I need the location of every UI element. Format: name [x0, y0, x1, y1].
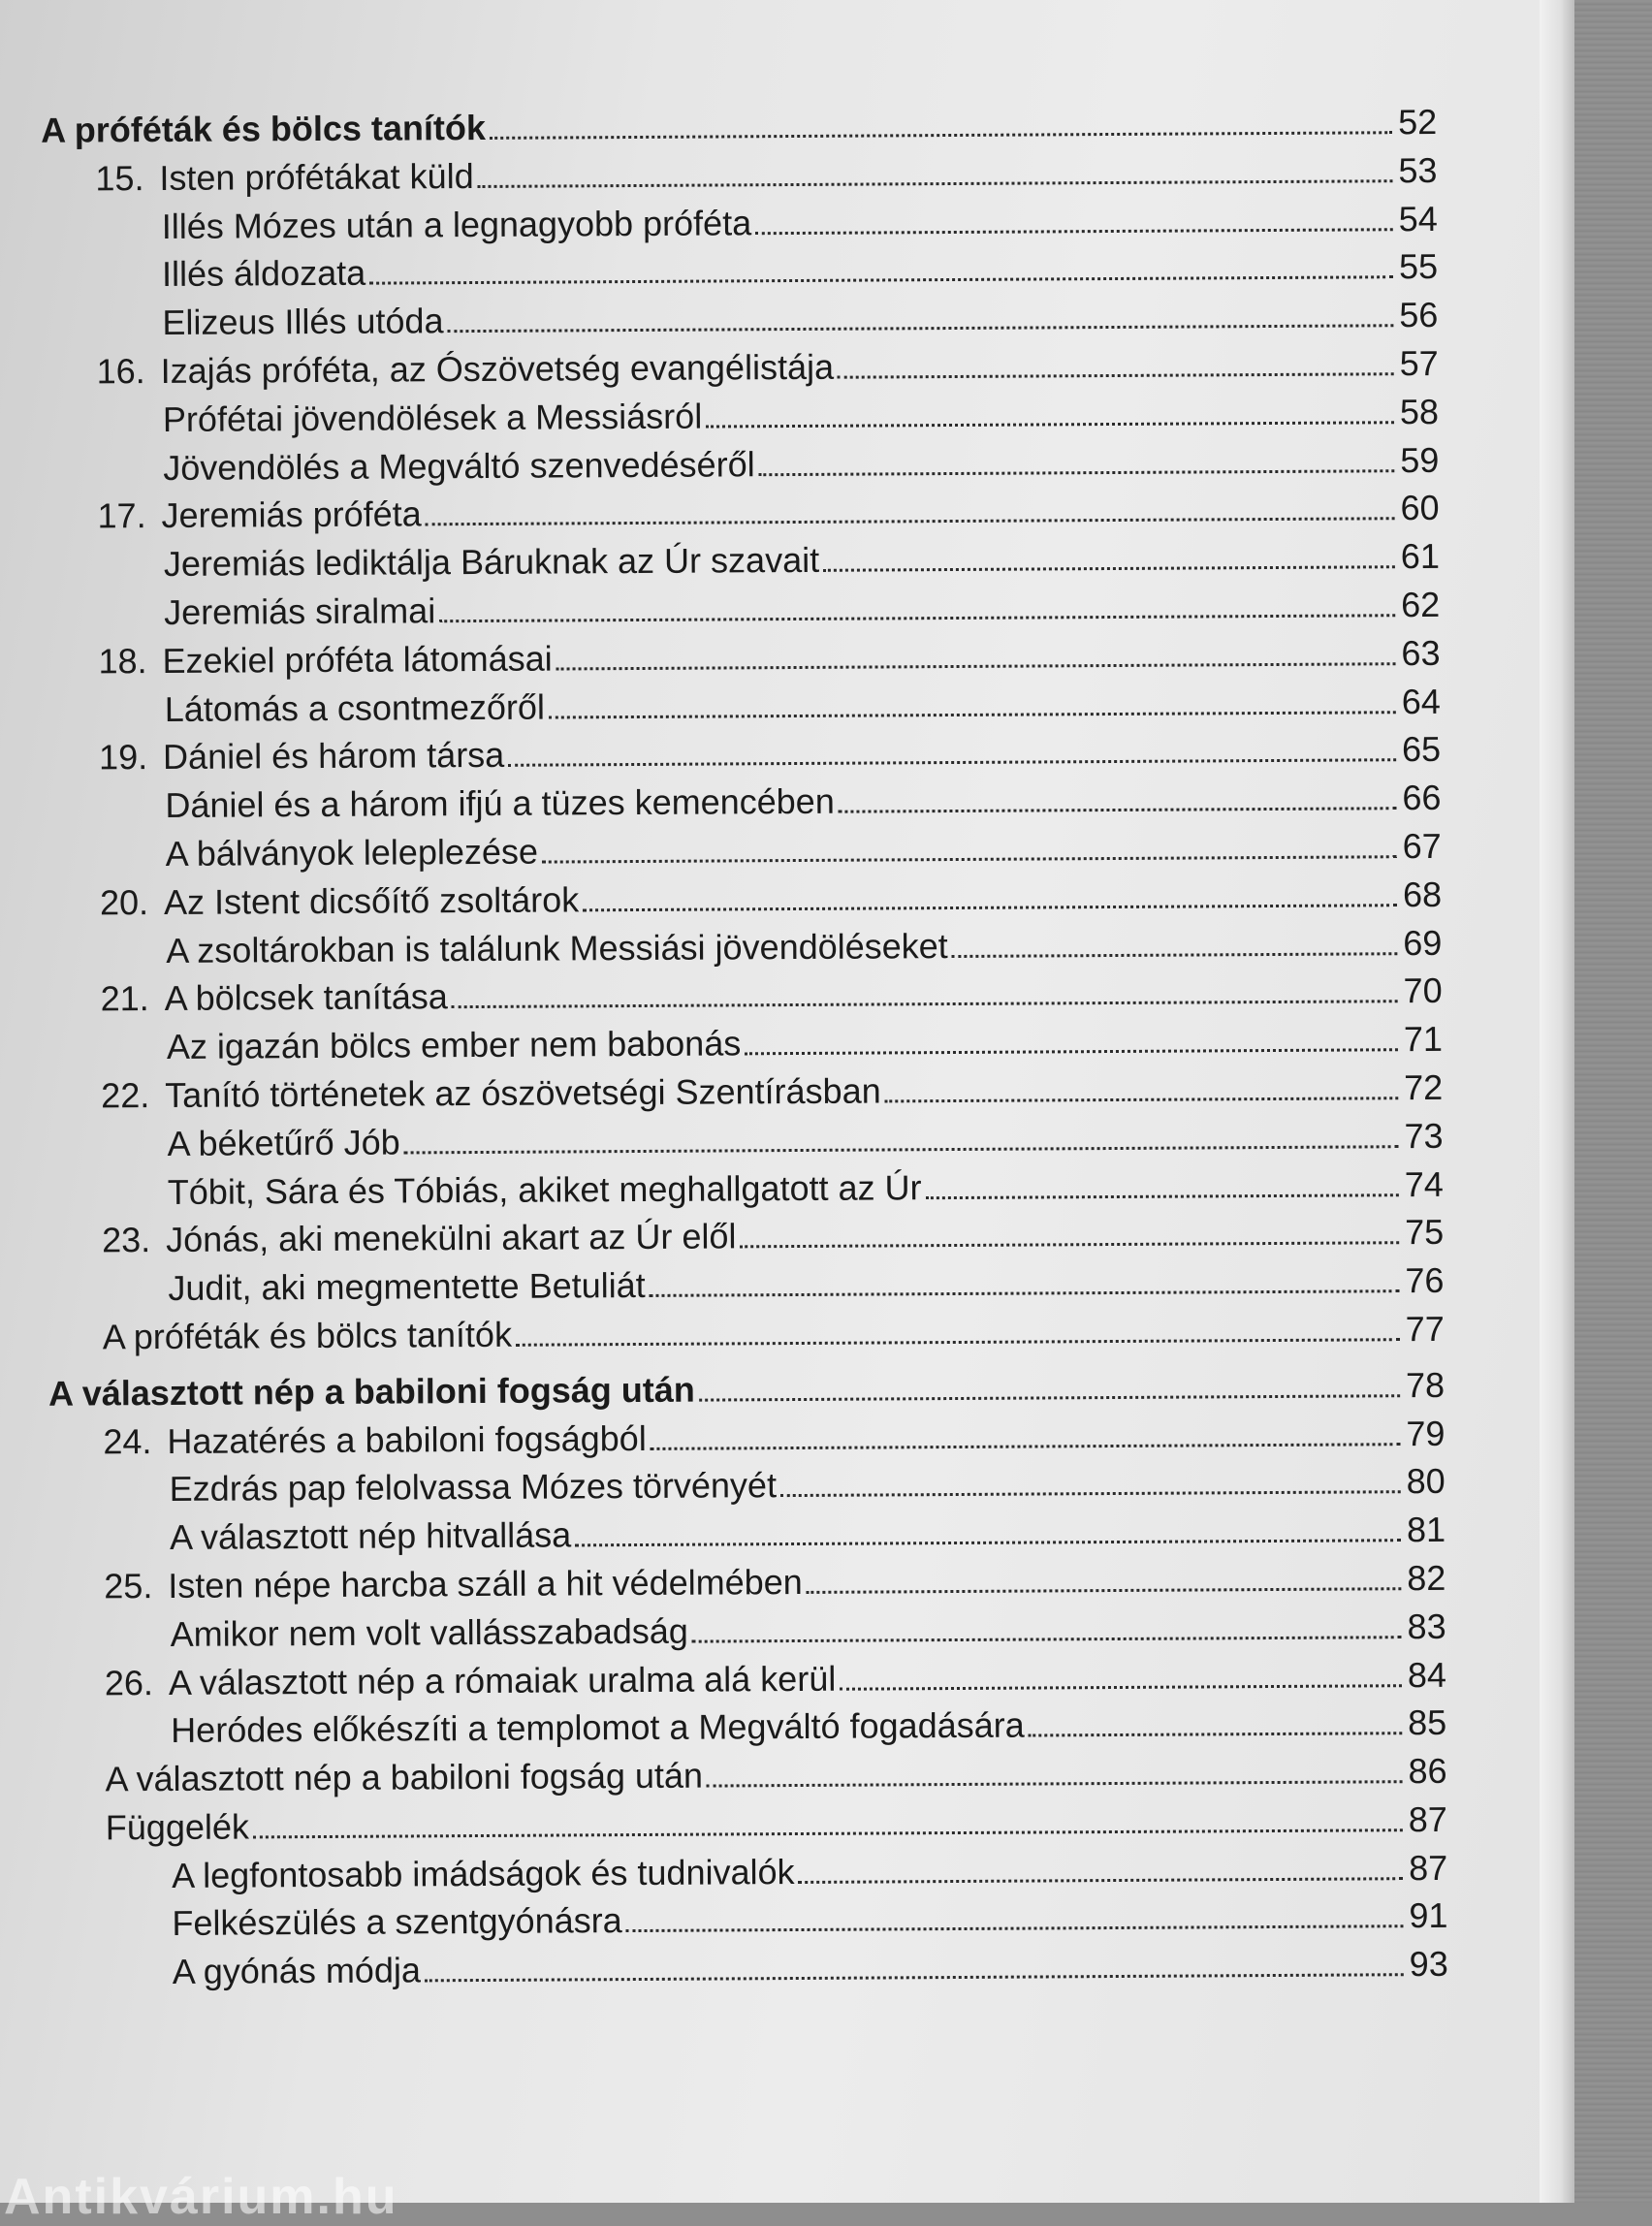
toc-page-number: 82: [1407, 1557, 1446, 1599]
dot-leader: [651, 1417, 1401, 1450]
dot-leader: [838, 347, 1394, 379]
dot-leader: [490, 106, 1392, 140]
toc-entry-title: Heródes előkészíti a templomot a Megváltó fogadására: [171, 1704, 1025, 1751]
toc-entry-title: Judit, aki megmentette Betuliát: [168, 1265, 646, 1309]
toc-entry-number: 18.: [98, 640, 147, 682]
toc-page-number: 76: [1405, 1260, 1445, 1301]
toc-page-number: 66: [1402, 778, 1442, 818]
toc-entry-title: Jeremiás lediktálja Báruknak az Úr szavait: [163, 540, 820, 585]
toc-entry-title: Jónás, aki menekülni akart az Úr elől: [166, 1216, 737, 1260]
toc-entry-title: A próféták és bölcs tanítók: [41, 107, 487, 150]
toc-entry-number: 19.: [98, 737, 148, 778]
toc-entry-title: Jövendölés a Megváltó szenvedéséről: [163, 443, 755, 488]
dot-leader: [425, 1948, 1404, 1982]
toc-entry: [5, 822, 1459, 879]
toc-section-heading: [8, 1361, 1462, 1418]
toc-entry-title: A választott nép a babiloni fogság után: [48, 1369, 695, 1414]
toc-entry-title: Isten népe harcba száll a hit védelmében: [168, 1561, 803, 1606]
dot-leader: [583, 878, 1397, 911]
dot-leader: [626, 1900, 1404, 1933]
toc-entry: [1, 291, 1455, 348]
dot-leader: [542, 830, 1397, 863]
dot-leader: [839, 781, 1397, 813]
toc-page-number: 63: [1401, 632, 1441, 673]
toc-page-number: 67: [1402, 825, 1442, 867]
dot-leader: [823, 540, 1395, 572]
toc-entry-title: Tanító történetek az ószövetségi Szentírásban: [165, 1070, 881, 1115]
toc-page-number: 58: [1399, 391, 1440, 431]
toc-entry: [6, 1064, 1460, 1121]
dot-leader: [650, 1264, 1400, 1297]
toc-page-number: 85: [1408, 1702, 1447, 1743]
toc-entry: [3, 532, 1457, 589]
toc-entry-title: Jeremiás siralmai: [164, 590, 436, 632]
dot-leader: [404, 1120, 1399, 1154]
dot-leader: [755, 203, 1393, 235]
toc-page-number: 72: [1404, 1066, 1444, 1108]
toc-entry: [10, 1699, 1464, 1756]
toc-page-number: 74: [1404, 1163, 1444, 1204]
toc-entry-title: Illés áldozata: [161, 253, 366, 295]
toc-entry-title: A próféták és bölcs tanítók: [102, 1314, 513, 1357]
toc-page-number: 81: [1406, 1510, 1446, 1550]
dot-leader: [508, 734, 1396, 768]
dot-leader: [575, 1513, 1401, 1546]
toc-entry: [11, 1843, 1465, 1900]
toc-entry: [2, 484, 1456, 541]
dot-leader: [707, 1755, 1403, 1787]
toc-entry-title: A bölcsek tanítása: [164, 976, 448, 1019]
toc-entry-title: A bálványok leleplezése: [165, 831, 539, 874]
toc-entry-number: 21.: [100, 978, 149, 1019]
toc-entry-title: A gyónás módja: [172, 1950, 422, 1992]
toc-entry-title: Illés Mózes után a legnagyobb próféta: [161, 202, 752, 246]
toc-page-number: 91: [1409, 1895, 1448, 1936]
toc-page-number: 70: [1403, 970, 1443, 1011]
toc-entry-number: 23.: [102, 1220, 151, 1260]
toc-entry: [2, 339, 1456, 397]
toc-entry: [4, 725, 1458, 782]
toc-entry-title: Izajás próféta, az Ószövetség evangélistája: [160, 346, 835, 391]
toc-page-number: 56: [1399, 295, 1439, 335]
toc-entry-title: A választott nép hitvallása: [169, 1514, 572, 1558]
toc-page-number: 64: [1401, 681, 1441, 721]
toc-entry-title: Függelék: [105, 1806, 250, 1848]
toc-page-number: 60: [1400, 488, 1440, 528]
dot-leader: [925, 1168, 1398, 1199]
toc-entry: [10, 1747, 1464, 1804]
toc-page-number: 73: [1404, 1115, 1444, 1156]
dot-leader: [740, 1217, 1399, 1249]
toc-entry-title: Dániel és három társa: [162, 735, 505, 778]
toc-page-number: 54: [1398, 198, 1438, 238]
toc-entry: [6, 1112, 1460, 1169]
page-edge: [1540, 0, 1574, 2203]
toc-entry-title: Isten prófétákat küld: [159, 155, 474, 198]
toc-section-heading: [0, 98, 1454, 155]
toc-entry: [2, 388, 1456, 445]
toc-page-number: 59: [1400, 439, 1440, 480]
dot-leader: [699, 1369, 1400, 1401]
toc-page-number: 62: [1401, 584, 1441, 625]
toc-page-number: 52: [1397, 101, 1438, 143]
toc-entry: [7, 1256, 1461, 1314]
toc-entry-number: 26.: [104, 1662, 154, 1702]
background-surface: [1574, 0, 1652, 2203]
toc-entry-number: 25.: [104, 1565, 153, 1606]
dot-leader: [549, 685, 1396, 718]
toc-page-number: 83: [1407, 1606, 1446, 1646]
toc-entry: [2, 435, 1456, 493]
toc-entry-number: 16.: [96, 351, 145, 392]
dot-leader: [807, 1562, 1402, 1594]
toc-entry-number: 20.: [99, 881, 149, 923]
toc-page-number: 87: [1408, 1798, 1447, 1840]
toc-page-number: 93: [1409, 1944, 1448, 1985]
toc-entry-title: Hazatérés a babiloni fogságból: [167, 1417, 647, 1461]
toc-page-number: 79: [1406, 1413, 1446, 1453]
dot-leader: [952, 927, 1398, 958]
dot-leader: [692, 1610, 1402, 1642]
toc-entry-title: Jeremiás próféta: [161, 493, 422, 536]
toc-entry: [0, 146, 1454, 204]
table-of-contents: [0, 98, 1466, 1997]
dot-leader: [780, 1466, 1401, 1498]
toc-entry-title: Az Istent dicsőítő zsoltárok: [163, 879, 580, 922]
toc-entry-number: 22.: [101, 1075, 150, 1116]
toc-entry-title: Az igazán bölcs ember nem babonás: [166, 1023, 742, 1067]
toc-entry-title: A legfontosabb imádságok és tudnivalók: [172, 1851, 795, 1895]
dot-leader: [798, 1852, 1403, 1884]
toc-entry-title: A választott nép a babiloni fogság után: [105, 1755, 704, 1799]
toc-page-number: 57: [1399, 342, 1439, 384]
toc-page-number: 78: [1405, 1364, 1446, 1405]
toc-entry: [11, 1796, 1465, 1853]
dot-leader: [478, 154, 1393, 188]
dot-leader: [885, 1071, 1399, 1102]
toc-entry-title: Prófétai jövendölések a Messiásról: [162, 396, 703, 439]
toc-page-number: 80: [1406, 1461, 1446, 1502]
toc-entry-number: 24.: [103, 1420, 152, 1461]
toc-entry: [10, 1650, 1464, 1707]
toc-entry: [1, 242, 1455, 300]
toc-entry-title: Tóbit, Sára és Tóbiás, akiket meghallgatott az Úr: [167, 1166, 922, 1212]
dot-leader: [369, 251, 1393, 285]
toc-entry-title: Felkészülés a szentgyónásra: [172, 1900, 622, 1944]
dot-leader: [426, 493, 1395, 526]
toc-entry-title: A béketűrő Jób: [167, 1122, 400, 1163]
toc-page-number: 68: [1402, 874, 1443, 914]
toc-entry: [9, 1554, 1463, 1611]
toc-page-number: 53: [1398, 149, 1438, 190]
toc-page-number: 61: [1400, 536, 1441, 577]
toc-entry-title: A zsoltárokban is találunk Messiási jövendöléseket: [166, 925, 948, 970]
toc-page-number: 69: [1403, 922, 1443, 963]
toc-page-number: 77: [1405, 1308, 1445, 1350]
dot-leader: [745, 1023, 1398, 1055]
toc-entry: [6, 1015, 1460, 1072]
toc-entry: [3, 581, 1457, 638]
dot-leader: [556, 637, 1396, 670]
toc-entry-title: Elizeus Illés utóda: [162, 301, 444, 343]
dot-leader: [759, 444, 1395, 476]
dot-leader: [253, 1803, 1403, 1838]
dot-leader: [447, 299, 1393, 333]
toc-entry: [5, 967, 1459, 1024]
toc-entry-title: Látomás a csontmezőről: [164, 686, 546, 729]
dot-leader: [1029, 1706, 1403, 1736]
toc-entry: [1, 194, 1455, 251]
toc-page-number: 65: [1401, 729, 1442, 770]
toc-entry-title: Amikor nem volt vallásszabadság: [170, 1610, 688, 1654]
toc-entry-title: Ezekiel próféta látomásai: [162, 638, 553, 681]
toc-entry: [12, 1940, 1466, 1997]
toc-entry-title: Ezdrás pap felolvassa Mózes törvényét: [169, 1465, 778, 1510]
toc-entry: [11, 1892, 1465, 1949]
toc-entry: [7, 1208, 1461, 1265]
dot-leader: [439, 588, 1395, 622]
toc-entry-title: Dániel és a három ifjú a tüzes kemencében: [165, 780, 835, 826]
toc-entry: [7, 1160, 1461, 1217]
toc-page-number: 87: [1408, 1847, 1448, 1888]
toc-entry: [8, 1409, 1462, 1466]
toc-page-number: 55: [1398, 246, 1439, 287]
toc-entry-number: 17.: [97, 495, 146, 536]
dot-leader: [706, 396, 1394, 428]
toc-entry: [8, 1305, 1462, 1362]
toc-entry: [5, 871, 1459, 928]
dot-leader: [840, 1659, 1402, 1691]
dot-leader: [452, 975, 1398, 1009]
toc-page-number: 75: [1404, 1212, 1445, 1253]
toc-entry: [9, 1506, 1463, 1563]
watermark: Antikvárium.hu: [4, 2169, 398, 2225]
toc-entry: [5, 918, 1459, 975]
toc-entry: [4, 677, 1458, 734]
toc-entry: [3, 629, 1457, 686]
toc-entry-title: A választott nép a rómaiak uralma alá kerül: [168, 1658, 837, 1702]
toc-entry: [9, 1603, 1463, 1660]
toc-page-number: 71: [1403, 1019, 1444, 1060]
toc-page-number: 86: [1408, 1751, 1447, 1792]
toc-entry: [4, 774, 1458, 831]
toc-page-number: 84: [1407, 1654, 1447, 1695]
dot-leader: [516, 1313, 1400, 1347]
toc-entry-number: 15.: [95, 157, 144, 199]
toc-entry: [9, 1457, 1463, 1514]
